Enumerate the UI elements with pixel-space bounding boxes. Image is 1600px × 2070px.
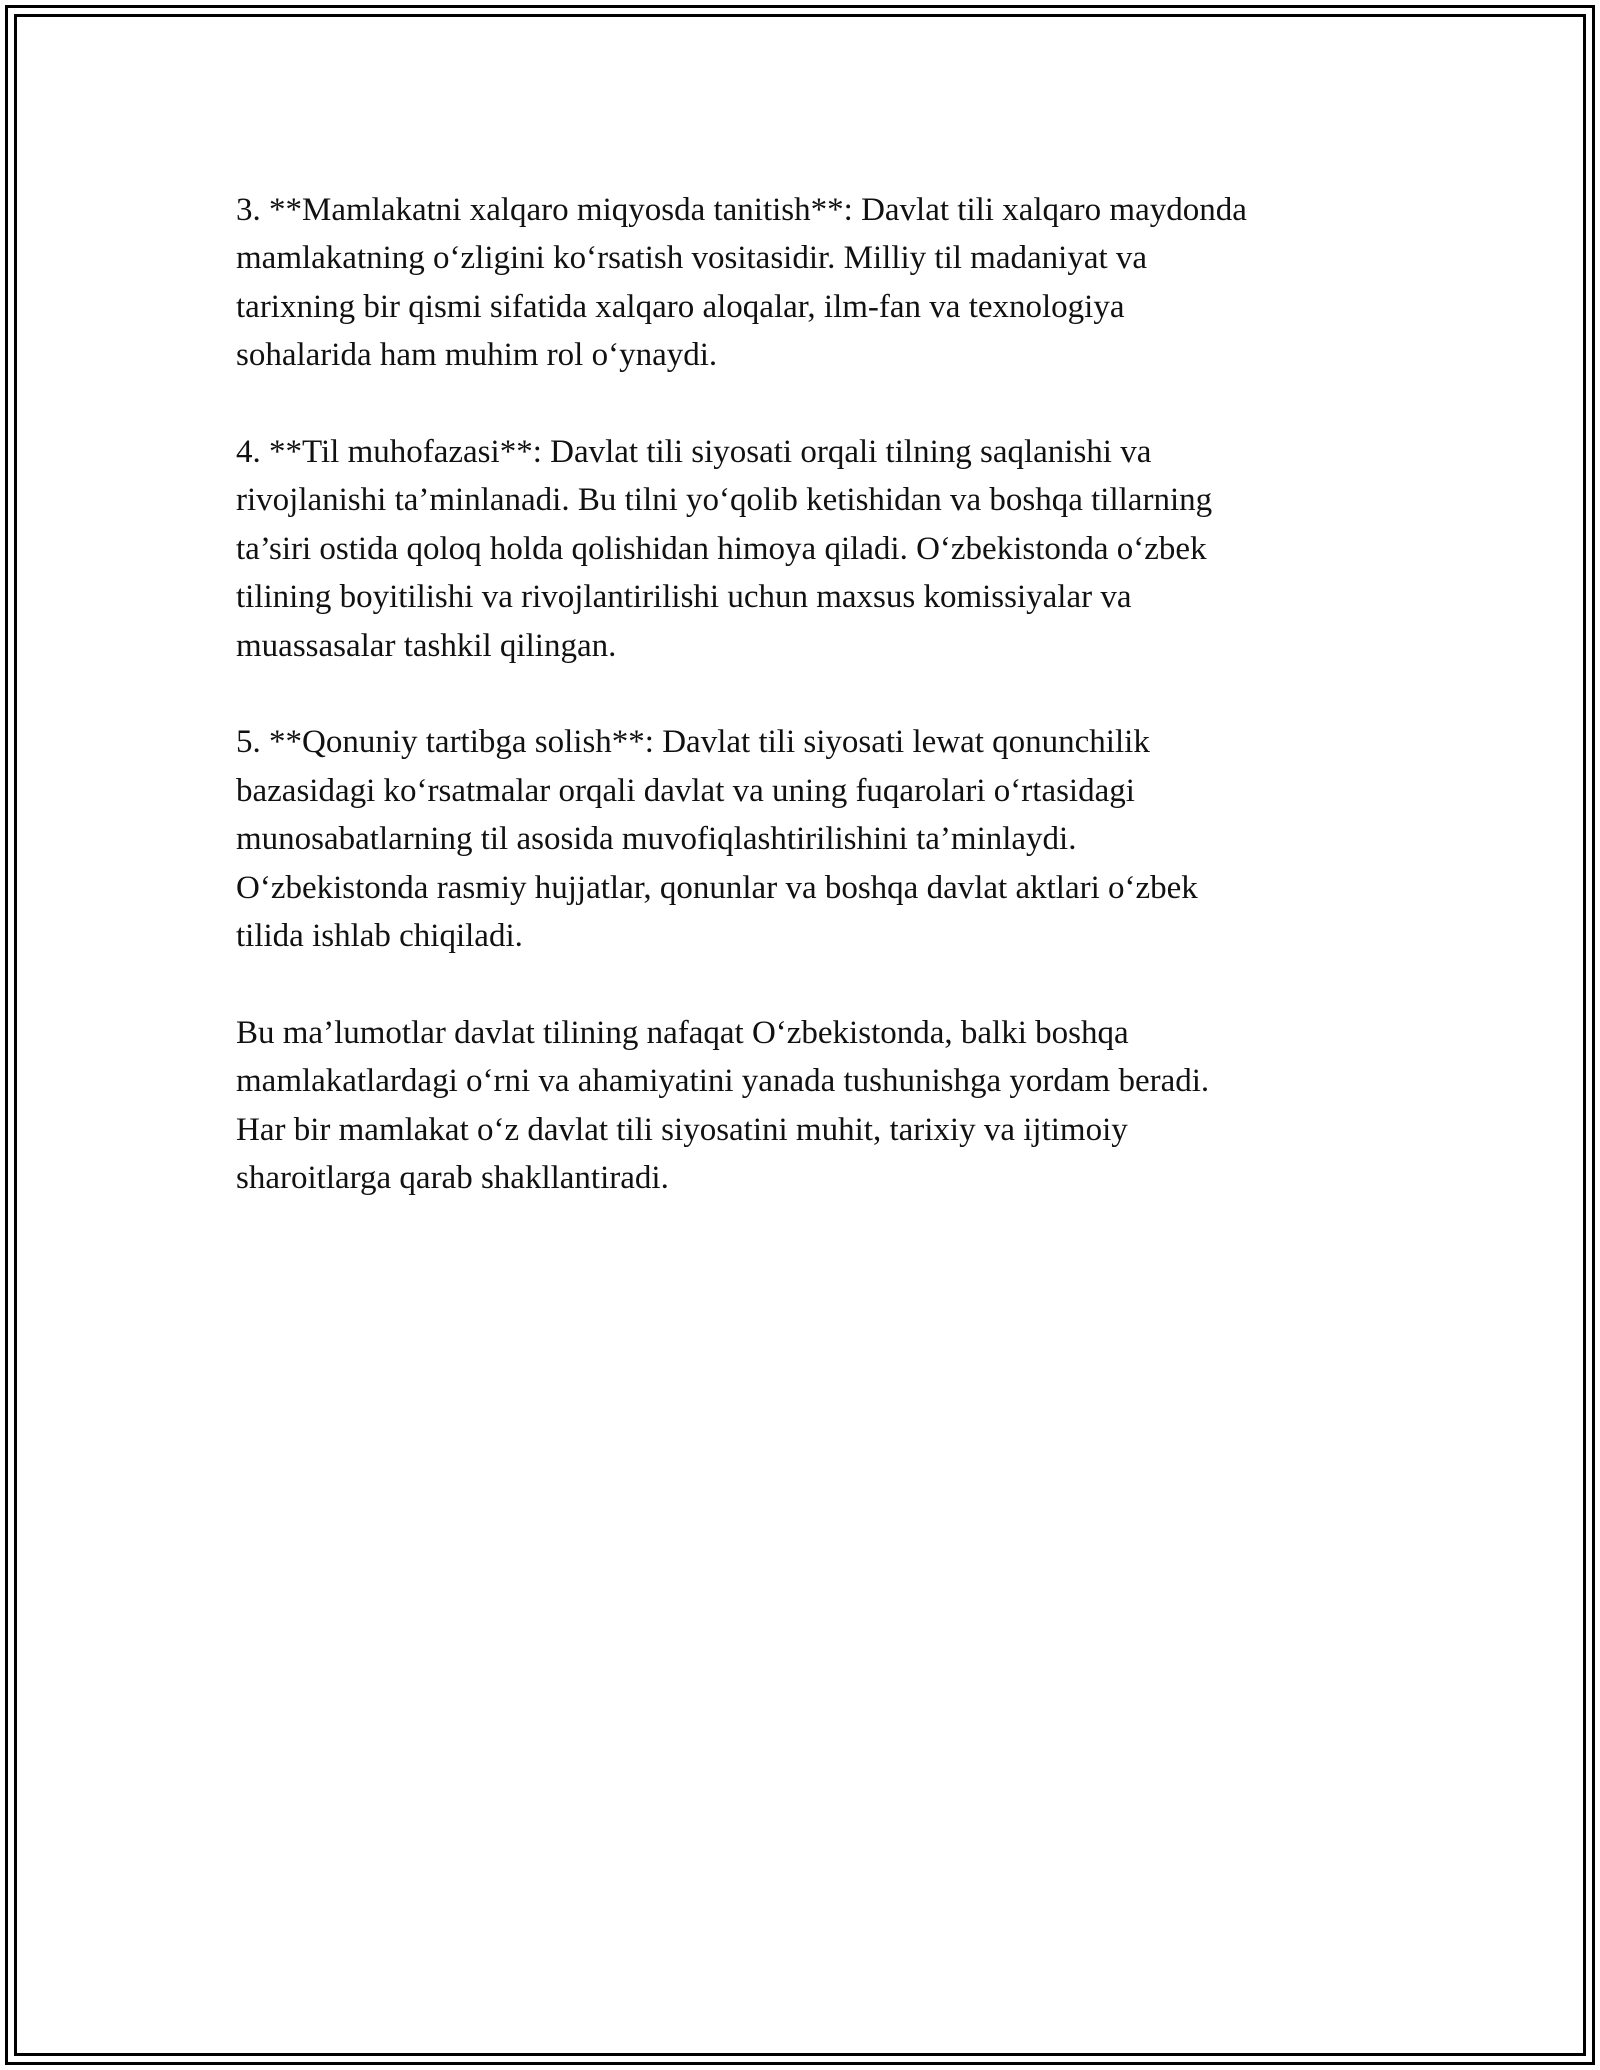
text-line: Bu ma’lumotlar davlat tilining nafaqat O‘zbekistonda, balki boshqa <box>236 1014 1129 1051</box>
text-line: mamlakatlardagi o‘rni va ahamiyatini yanada tushunishga yordam beradi. <box>236 1063 1210 1100</box>
text-line: ta’siri ostida qoloq holda qolishidan himoya qiladi. O‘zbekistonda o‘zbek <box>236 530 1207 567</box>
text-line: sharoitlarga qarab shakllantiradi. <box>236 1160 669 1197</box>
text-line: rivojlanishi ta’minlanadi. Bu tilni yo‘qolib ketishidan va boshqa tillarning <box>236 482 1213 519</box>
paragraph-item-4 <box>236 428 1386 670</box>
text-line: mamlakatning o‘zligini ko‘rsatish vositasidir. Milliy til madaniyat va <box>236 240 1148 277</box>
text-line: muassasalar tashkil qilingan. <box>236 627 617 664</box>
paragraph-conclusion <box>236 1009 1386 1203</box>
text-line: 5. **Qonuniy tartibga solish**: Davlat tili siyosati lewat qonunchilik <box>236 724 1150 761</box>
text-line: tilining boyitilishi va rivojlantirilishi uchun maxsus komissiyalar va <box>236 579 1132 616</box>
text-line: bazasidagi ko‘rsatmalar orqali davlat va uning fuqarolari o‘rtasidagi <box>236 772 1135 809</box>
paragraph-item-3 <box>236 186 1386 380</box>
text-line: tilida ishlab chiqiladi. <box>236 918 523 955</box>
text-line: Har bir mamlakat o‘z davlat tili siyosatini muhit, tarixiy va ijtimoiy <box>236 1111 1128 1148</box>
text-line: 4. **Til muhofazasi**: Davlat tili siyosati orqali tilning saqlanishi va <box>236 434 1152 471</box>
paragraph-item-5 <box>236 718 1386 960</box>
text-line: O‘zbekistonda rasmiy hujjatlar, qonunlar va boshqa davlat aktlari o‘zbek <box>236 869 1198 906</box>
text-line: tarixning bir qismi sifatida xalqaro aloqalar, ilm-fan va texnologiya <box>236 288 1125 325</box>
document-body <box>236 186 1386 1251</box>
text-line: sohalarida ham muhim rol o‘ynaydi. <box>236 337 718 374</box>
text-line: 3. **Mamlakatni xalqaro miqyosda tanitish**: Davlat tili xalqaro maydonda <box>236 192 1247 228</box>
text-line: munosabatlarning til asosida muvofiqlashtirilishini ta’minlaydi. <box>236 821 1077 858</box>
